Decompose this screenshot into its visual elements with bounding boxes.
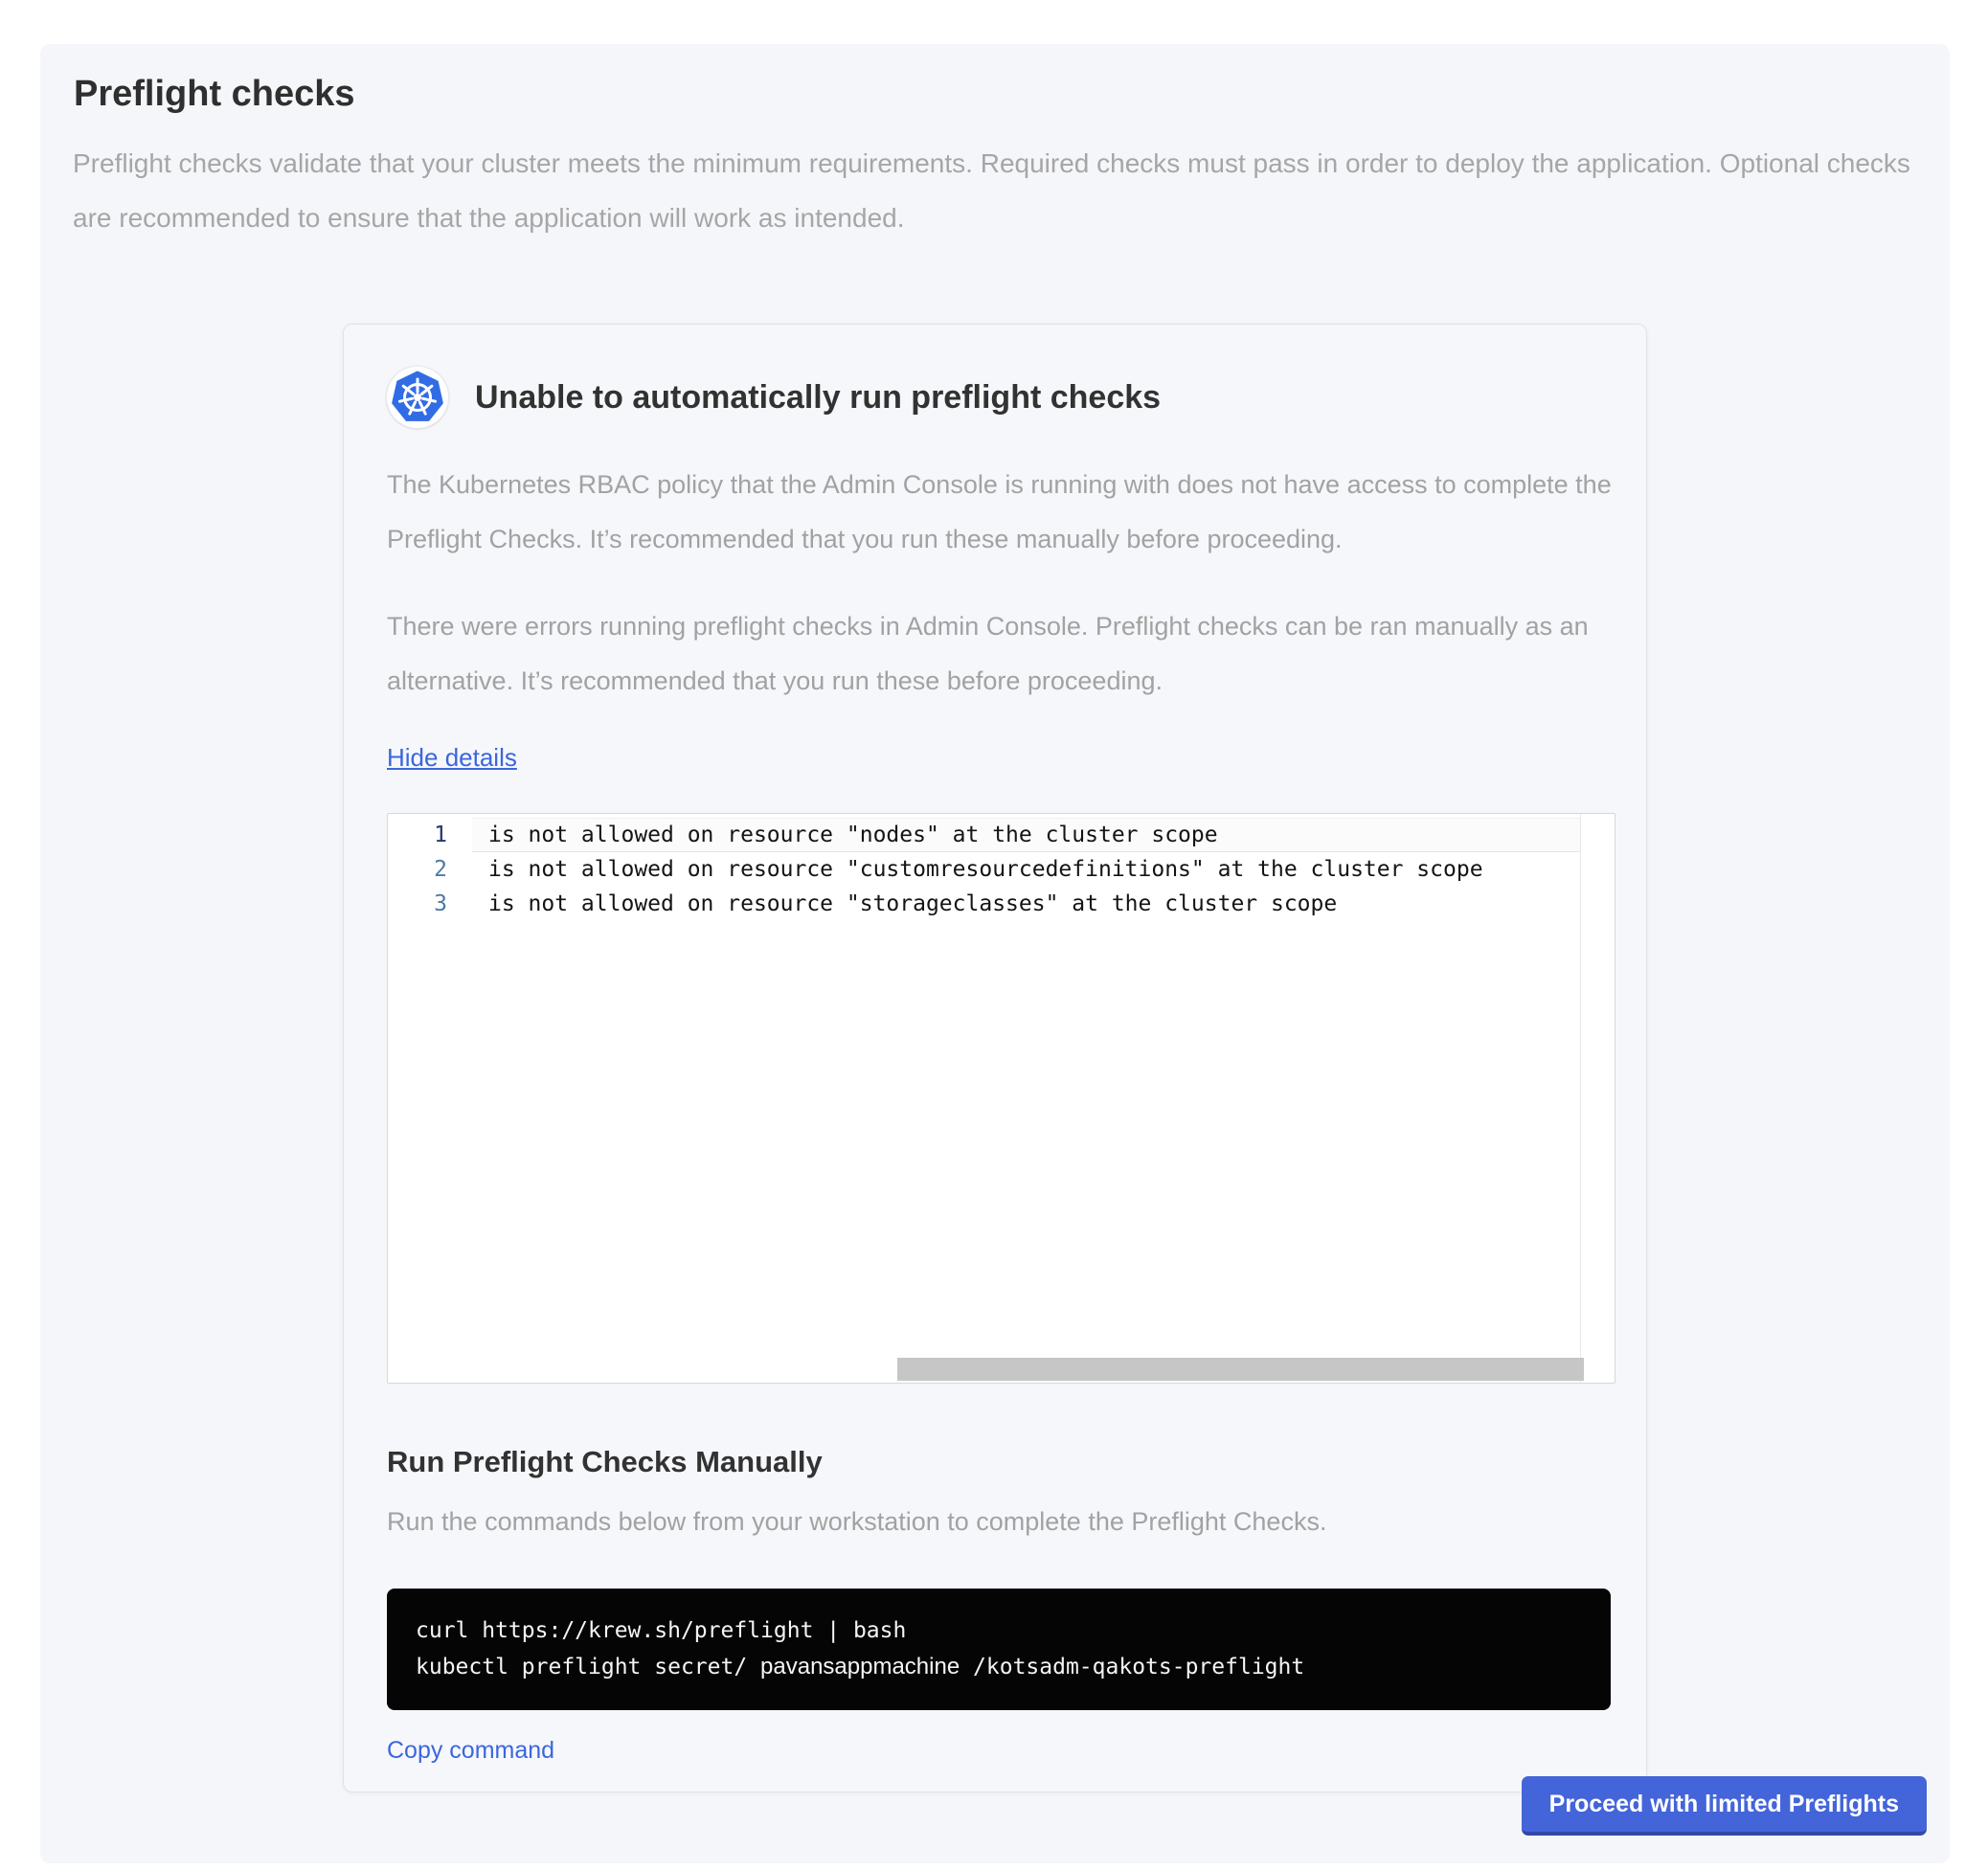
line-number: 2 [434,857,447,882]
copy-command-link[interactable]: Copy command [387,1737,555,1764]
command-line-2-prefix: kubectl preflight secret/ [416,1655,761,1679]
line-text: is not allowed on resource "customresourcedefinitions" at the cluster scope [488,857,1483,882]
manual-command-block [387,1589,1611,1710]
line-text: is not allowed on resource "nodes" at the cluster scope [472,818,1581,852]
line-number: 3 [434,891,447,916]
command-line-2-suffix: /kotsadm-qakots-preflight [960,1655,1305,1679]
errors-paragraph: There were errors running preflight checks in Admin Console. Preflight checks can be ran manually as an alternative. It’s recommended that you run these before proceeding. [387,612,1589,695]
editor-line [388,852,1615,887]
rbac-paragraph: The Kubernetes RBAC policy that the Admin Console is running with does not have access to complete the Preflight Checks. It’s recommended that you run these manually before proceeding. [387,470,1612,553]
command-line-1: curl https://krew.sh/preflight | bash [416,1618,907,1643]
page-title: Preflight checks [74,74,355,114]
namespace-value: pavansappmachine [760,1654,960,1679]
manual-section-heading: Run Preflight Checks Manually [387,1445,823,1478]
proceed-with-limited-preflights-button[interactable]: Proceed with limited Preflights [1522,1776,1927,1836]
editor-rows [388,814,1615,921]
card-header [387,367,1614,428]
preflight-warning-card [343,324,1647,1792]
line-number: 1 [434,823,447,847]
vertical-scrollbar-track [1580,814,1581,1383]
command-line-2 [416,1649,1582,1685]
card-heading: Unable to automatically run preflight checks [475,378,1162,416]
kubernetes-icon [387,367,448,428]
manual-section-subheading: Run the commands below from your workstation to complete the Preflight Checks. [387,1507,1327,1536]
hide-details-link[interactable]: Hide details [387,743,517,772]
horizontal-scrollbar-thumb[interactable] [897,1358,1584,1381]
line-text: is not allowed on resource "storageclasses" at the cluster scope [488,891,1338,916]
editor-line [388,887,1615,921]
editor-line [388,818,1615,852]
preflight-panel [40,44,1950,1863]
page-description: Preflight checks validate that your cluster meets the minimum requirements. Required checks must pass in order to deploy the application. Optional checks are recommended to ensure that the application will work as intended. [73,148,1910,233]
error-details-editor[interactable] [387,813,1615,1384]
